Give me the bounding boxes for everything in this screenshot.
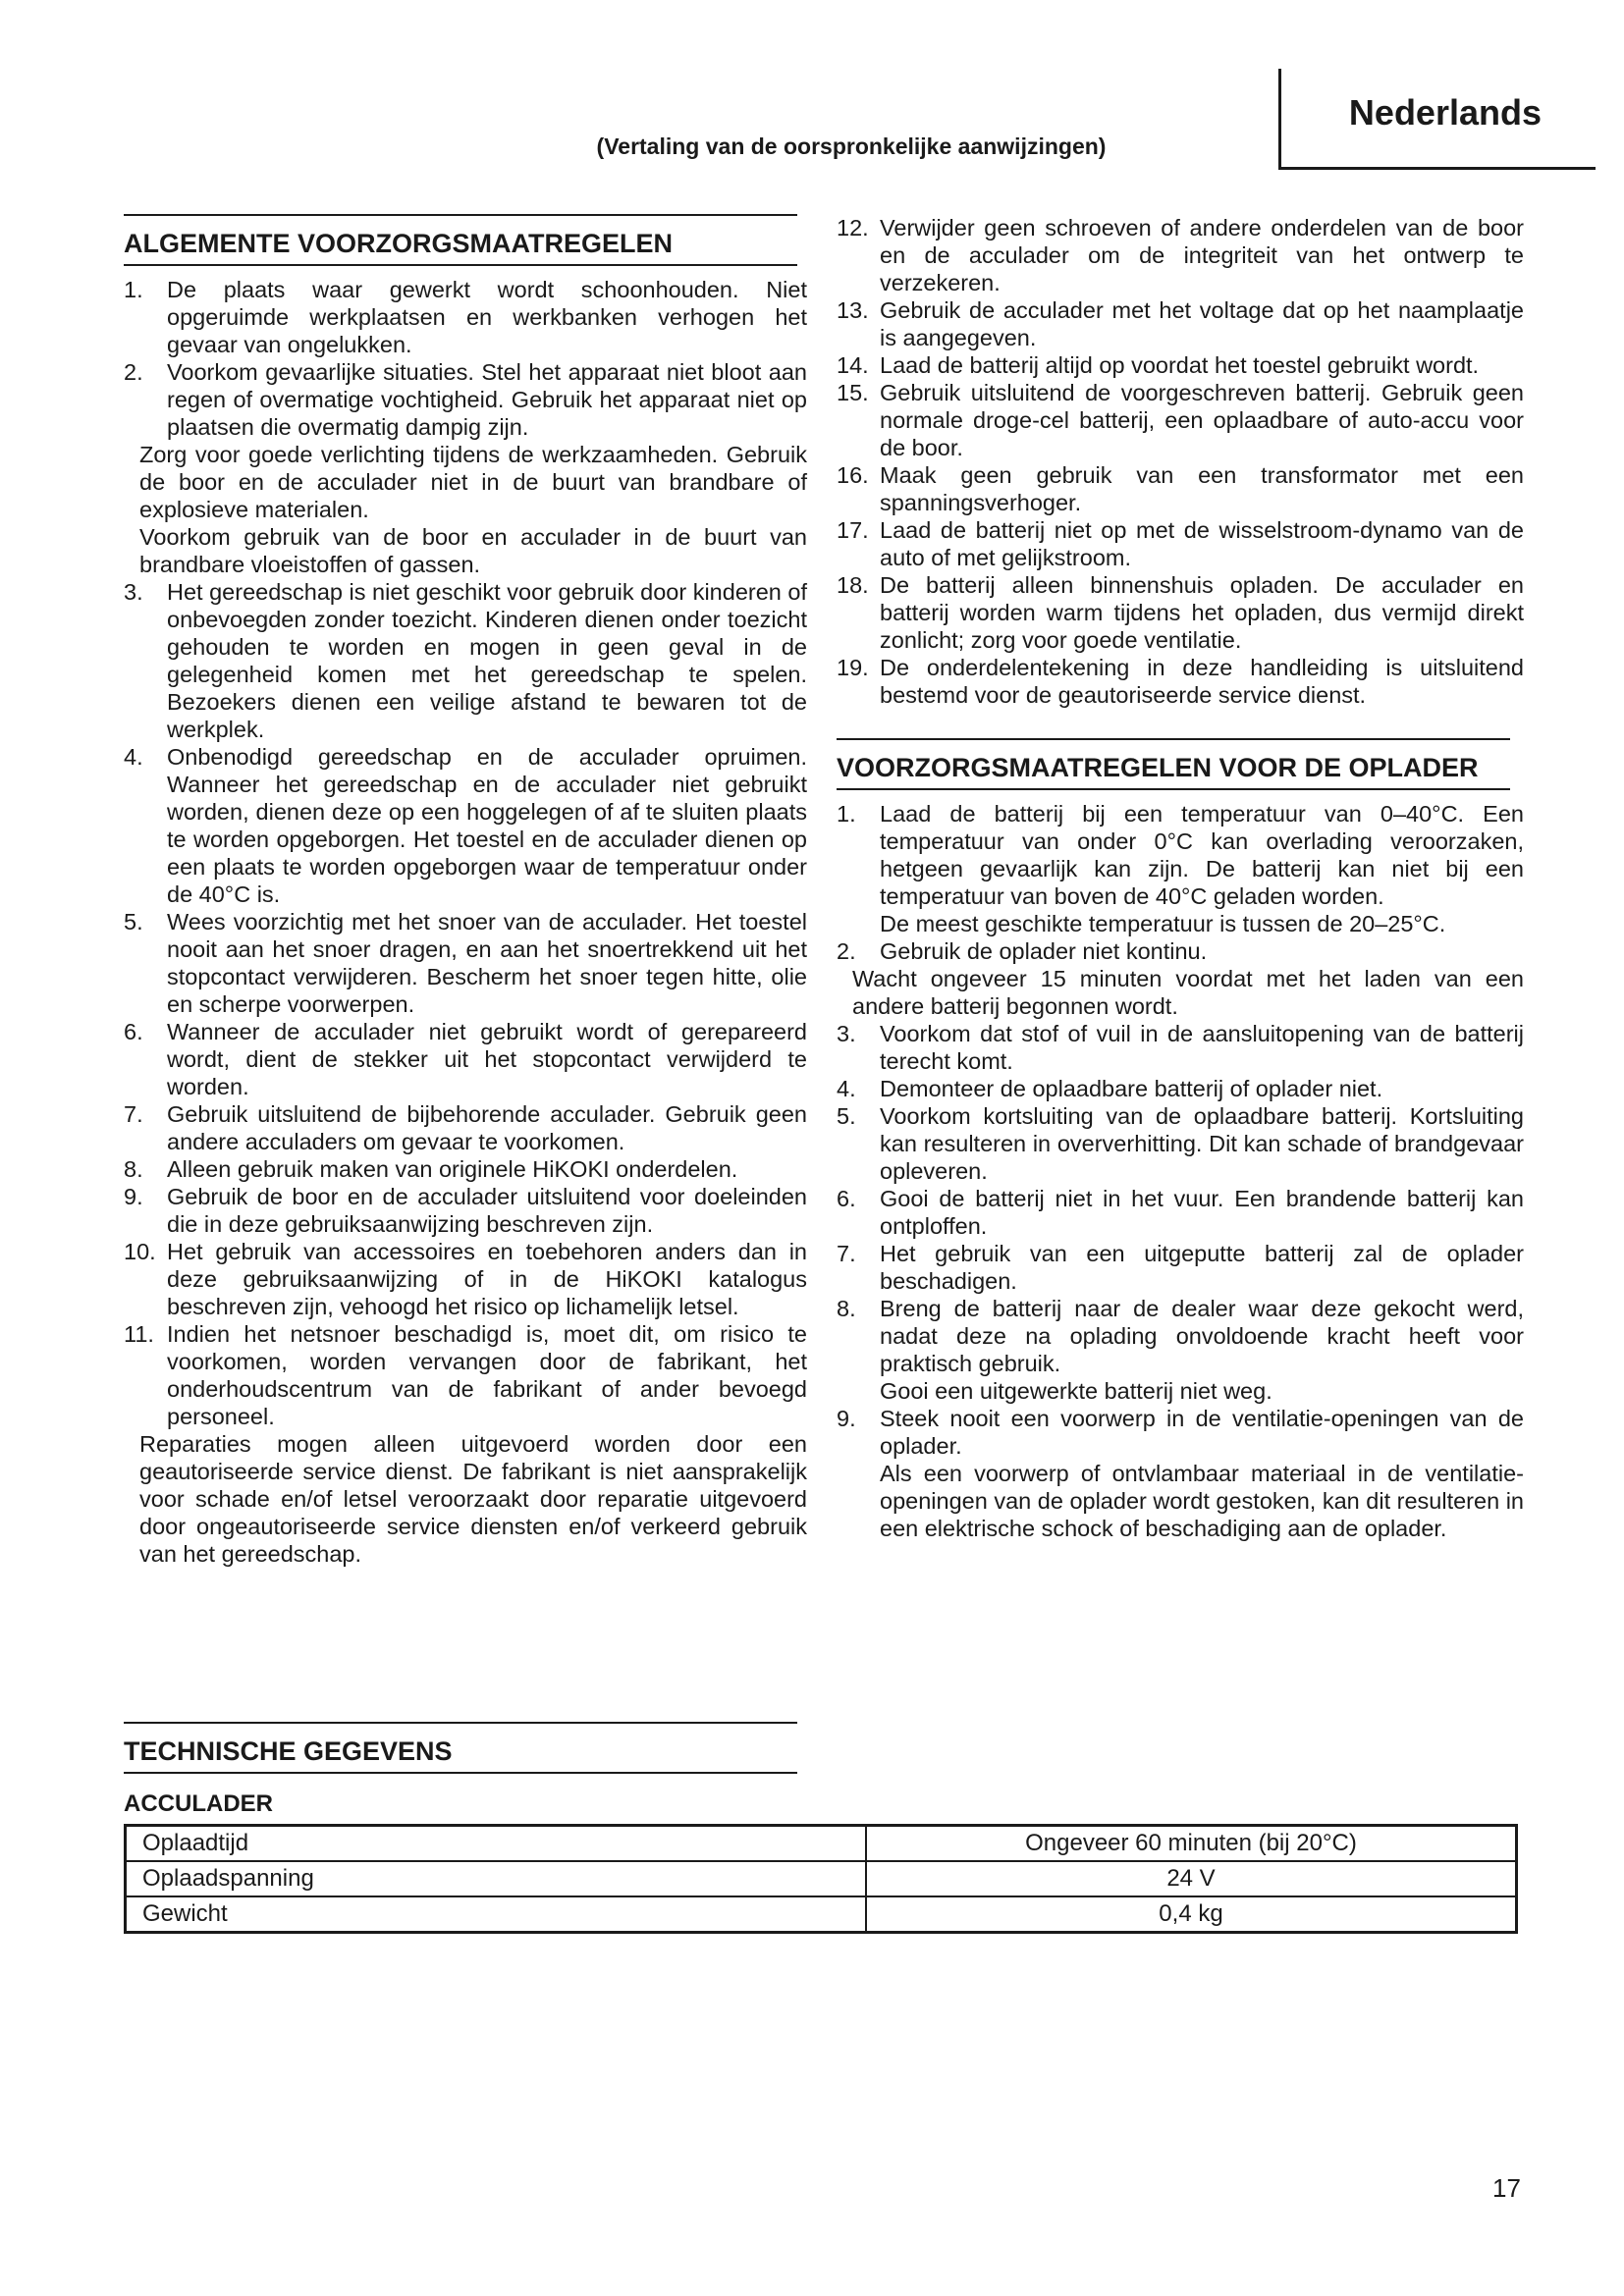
list-item: 11. Indien het netsnoer beschadigd is, moet dit, om risico te voorkomen, worden vervangen door de fabrikant, het onderhoudscentrum van de fabrikant of ander bevoegd personeel. <box>124 1321 807 1429</box>
list-paragraph: Zorg voor goede verlichting tijdens de werkzaamheden. Gebruik de boor en de acculader niet in de buurt van brandbare of explosieve materialen. <box>139 442 807 522</box>
list-item: 3. Het gereedschap is niet geschikt voor gebruik door kinderen of onbevoegden zonder toezicht. Kinderen dienen onder toezicht gehouden te worden en mogen in geen geval in de gelegenheid komen met het gereedschap te spelen. Bezoekers dienen een veilige afstand te bewaren tot de werkplek. <box>124 579 807 742</box>
table-row <box>126 1861 1517 1896</box>
list-item: 10. Het gebruik van accessoires en toebehoren anders dan in deze gebruiksaanwijzing of in de HiKOKI katalogus beschreven zijn, vehoogd het risico op lichamelijk letsel. <box>124 1239 807 1319</box>
list-item: 2. Voorkom gevaarlijke situaties. Stel het apparaat niet bloot aan regen of overmatige vochtigheid. Gebruik het apparaat niet op plaatsen die overmatig dampig zijn. <box>124 359 807 440</box>
page-number: 17 <box>1492 2173 1521 2203</box>
list-item: 7. Het gebruik van een uitgeputte batterij zal de oplader beschadigen. <box>837 1241 1524 1294</box>
technical-data-title: TECHNISCHE GEGEVENS <box>124 1722 797 1774</box>
list-paragraph: Voorkom gebruik van de boor en acculader in de buurt van brandbare vloeistoffen of gassen. <box>139 524 807 577</box>
charger-subtitle: ACCULADER <box>124 1790 273 1817</box>
list-item: 8. Breng de batterij naar de dealer waar deze gekocht werd, nadat deze na oplading onvoldoende kracht heeft voor praktisch gebruik. <box>837 1296 1524 1376</box>
list-item: 8. Alleen gebruik maken van originele HiKOKI onderdelen. <box>124 1156 738 1182</box>
table-cell-label: Oplaadspanning <box>126 1861 867 1896</box>
list-item: 2. Gebruik de oplader niet kontinu. <box>837 938 1208 964</box>
list-item: 4. Onbenodigd gereedschap en de acculader opruimen. Wanneer het gereedschap en de acculader niet gebruikt worden, dienen deze op een hoggelegen of af te sluiten plaats te worden opgeborgen. Het toestel en de acculader dienen op een plaats te worden opgeborgen waar de temperatuur onder de 40°C is. <box>124 744 807 907</box>
list-item: 5. Wees voorzichtig met het snoer van de acculader. Het toestel nooit aan het snoer dragen, en aan het snoertrekkend uit het stopcontact verwijderen. Bescherm het snoer tegen hitte, olie en scherpe voorwerpen. <box>124 909 807 1017</box>
right-column <box>837 214 1524 1542</box>
left-column <box>124 214 807 1568</box>
list-paragraph: De meest geschikte temperatuur is tussen de 20–25°C. <box>880 911 1446 936</box>
list-item: 1. De plaats waar gewerkt wordt schoonhouden. Niet opgeruimde werkplaatsen en werkbanken verhogen het gevaar van ongelukken. <box>124 277 807 357</box>
specs-table <box>124 1824 1518 1934</box>
list-item: 12. Verwijder geen schroeven of andere onderdelen van de boor en de acculader om de integriteit van het ontwerp te verzekeren. <box>837 215 1524 295</box>
general-precautions-title: ALGEMENTE VOORZORGSMAATREGELEN <box>124 214 797 266</box>
list-item: 19. De onderdelentekening in deze handleiding is uitsluitend bestemd voor de geautoriseerde service dienst. <box>837 655 1524 708</box>
charger-precautions-title: VOORZORGSMAATREGELEN VOOR DE OPLADER <box>837 738 1510 790</box>
list-paragraph: Wacht ongeveer 15 minuten voordat met het laden van een andere batterij begonnen wordt. <box>852 966 1524 1019</box>
technical-data-section <box>124 1722 797 1780</box>
table-cell-value: 24 V <box>866 1861 1517 1896</box>
list-item: 4. Demonteer de oplaadbare batterij of oplader niet. <box>837 1076 1383 1101</box>
table-cell-label: Oplaadtijd <box>126 1826 867 1862</box>
list-item: 7. Gebruik uitsluitend de bijbehorende acculader. Gebruik geen andere acculaders om gevaar te voorkomen. <box>124 1101 807 1154</box>
list-item: 9. Steek nooit een voorwerp in de ventilatie-openingen van de oplader. <box>837 1406 1524 1459</box>
list-item: 6. Gooi de batterij niet in het vuur. Een brandende batterij kan ontploffen. <box>837 1186 1524 1239</box>
list-item: 3. Voorkom dat stof of vuil in de aansluitopening van de batterij terecht komt. <box>837 1021 1524 1074</box>
list-paragraph: Reparaties mogen alleen uitgevoerd worden door een geautoriseerde service dienst. De fabrikant is niet aansprakelijk voor schade en/of letsel veroorzaakt door reparatie uitgevoerd door ongeautoriseerde service diensten en/of verkeerd gebruik van het gereedschap. <box>139 1431 807 1567</box>
list-item: 18. De batterij alleen binnenshuis opladen. De acculader en batterij worden warm tijdens het opladen, dus vermijd direkt zonlicht; zorg voor goede ventilatie. <box>837 572 1524 653</box>
list-paragraph: Gooi een uitgewerkte batterij niet weg. <box>880 1378 1272 1404</box>
list-item: 17. Laad de batterij niet op met de wisselstroom-dynamo van de auto of met gelijkstroom. <box>837 517 1524 570</box>
list-item: 13. Gebruik de acculader met het voltage dat op het naamplaatje is aangegeven. <box>837 297 1524 350</box>
list-item: 14. Laad de batterij altijd op voordat het toestel gebruikt wordt. <box>837 352 1480 378</box>
list-paragraph: Als een voorwerp of ontvlambaar materiaal in de ventilatie-openingen van de oplader wordt gestoken, kan dit resulteren in een elektrische schock of beschadiging aan de oplader. <box>880 1461 1524 1541</box>
list-item: 1. Laad de batterij bij een temperatuur van 0–40°C. Een temperatuur van onder 0°C kan overlading veroorzaken, hetgeen gevaarlijk kan zijn. De batterij kan niet bij een temperatuur van boven de 40°C geladen worden. <box>837 801 1524 909</box>
table-row <box>126 1826 1517 1862</box>
list-item: 16. Maak geen gebruik van een transformator met een spanningsverhoger. <box>837 462 1524 515</box>
table-cell-value: 0,4 kg <box>866 1896 1517 1933</box>
translation-subtitle: (Vertaling van de oorspronkelijke aanwijzingen) <box>596 133 1107 159</box>
table-cell-label: Gewicht <box>126 1896 867 1933</box>
language-label: Nederlands <box>1348 92 1542 133</box>
list-item: 15. Gebruik uitsluitend de voorgeschreven batterij. Gebruik geen normale droge-cel batterij, een oplaadbare of auto-accu voor de boor. <box>837 380 1524 460</box>
table-row <box>126 1896 1517 1933</box>
list-item: 6. Wanneer de acculader niet gebruikt wordt of gerepareerd wordt, dient de stekker uit het stopcontact verwijderd te worden. <box>124 1019 807 1099</box>
list-item: 5. Voorkom kortsluiting van de oplaadbare batterij. Kortsluiting kan resulteren in oververhitting. Dit kan schade of brandgevaar opleveren. <box>837 1103 1524 1184</box>
list-item: 9. Gebruik de boor en de acculader uitsluitend voor doeleinden die in deze gebruiksaanwijzing beschreven zijn. <box>124 1184 807 1237</box>
table-cell-value: Ongeveer 60 minuten (bij 20°C) <box>866 1826 1517 1862</box>
